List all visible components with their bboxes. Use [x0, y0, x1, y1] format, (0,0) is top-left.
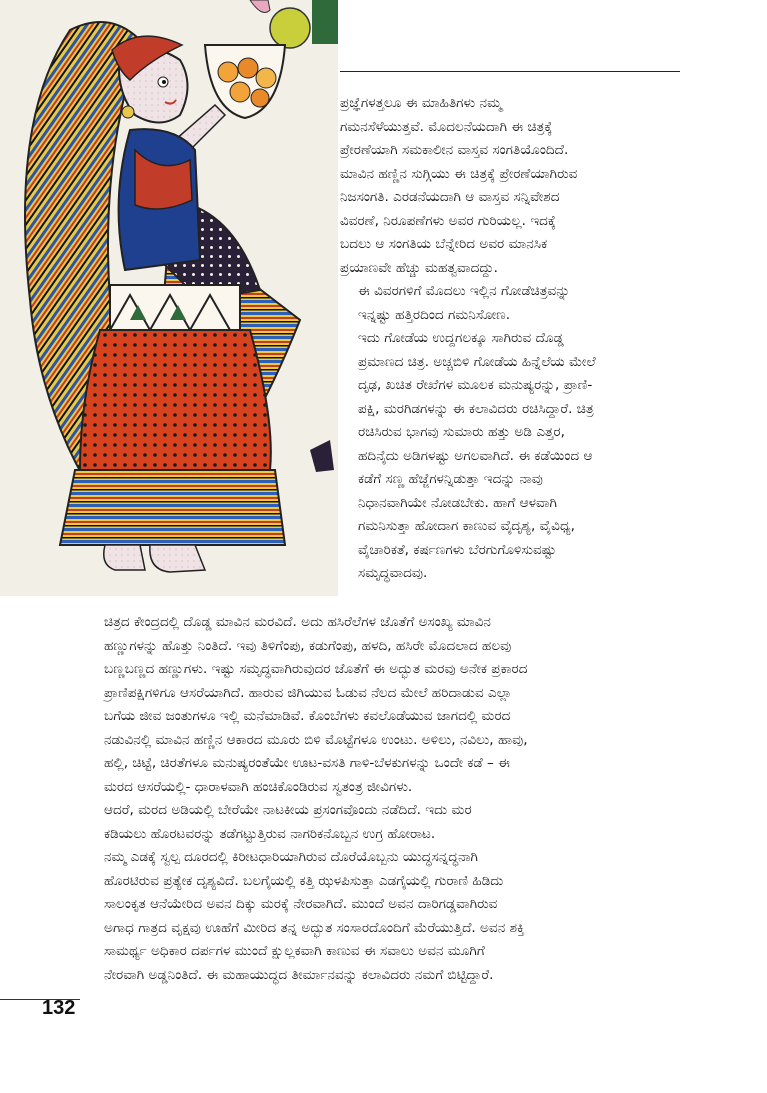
text-line: ಹೊರಟಿರುವ ಪ್ರತ್ಯೇಕ ದೃಶ್ಯವಿದೆ. ಬಲಗೈಯಲ್ಲಿ ಕತ್ತಿ ಝಳಪಿಸುತ್ತಾ ಎಡಗೈಯಲ್ಲಿ ಗುರಾಣಿ ಹಿಡಿದು: [104, 872, 504, 889]
text-line: ನಮ್ಮ ಎಡಕ್ಕೆ ಸ್ವಲ್ಪ ದೂರದಲ್ಲಿ ಕಿರೀಟಧಾರಿಯಾಗಿರುವ ದೊರೆಯೊಬ್ಬನು ಯುದ್ಧಸನ್ನದ್ಧನಾಗಿ: [104, 849, 478, 865]
paragraph: [86, 799, 686, 846]
text-line: ಸಾಲಂಕೃತ ಆನೆಯೇರಿದ ಅವನ ದಿಕ್ಕು ಮರಕ್ಕೆ ನೇರವಾಗಿದೆ. ಮುಂದೆ ಅವನ ದಾರಿಗಡ್ಡವಾಗಿರುವ: [104, 896, 498, 912]
text-line: ಗಮನಿಸುತ್ತಾ ಹೋದಾಗ ಕಾಣುವ ವೈದೃಶ್ಯ, ವೈವಿಧ್ಯ,: [358, 518, 575, 534]
text-line: ವಿವರಣೆ, ನಿರೂಪಣೆಗಳು ಅವರ ಗುರಿಯಲ್ಲ. ಇದಕ್ಕೆ: [340, 212, 556, 229]
text-line: ಇದು ಗೋಡೆಯ ಉದ್ದಗಲಕ್ಕೂ ಸಾಗಿರುವ ದೊಡ್ಡ: [358, 330, 564, 346]
text-line: ಹಣ್ಣುಗಳನ್ನು ಹೊತ್ತು ನಿಂತಿದೆ. ಇವು ತಿಳಿಗೆಂಪು, ಕಡುಗೆಂಪು, ಹಳದಿ, ಹಸಿರೇ ಮೊದಲಾದ ಹಲವು: [104, 637, 512, 654]
folk-painting-woman-with-bowl-icon: [0, 0, 338, 596]
text-line: ಹದಿನೈದು ಅಡಿಗಳಷ್ಟು ಅಗಲವಾಗಿದೆ. ಈ ಕಡೆಯಿಂದ ಆ: [358, 447, 593, 464]
text-line: ಗಮನಸೆಳೆಯುತ್ತವೆ. ಮೊದಲನೆಯದಾಗಿ ಈ ಚಿತ್ರಕ್ಕೆ: [340, 118, 553, 135]
text-line: ಬಗೆಯ ಜೀವ ಜಂತುಗಳೂ ಇಲ್ಲಿ ಮನೆಮಾಡಿವೆ. ಕೊಂಬೆಗಳು ಕವಲೊಡೆಯುವ ಜಾಗದಲ್ಲಿ ಮರದ: [104, 708, 511, 724]
text-line: ಪ್ರಾಣಿಪಕ್ಷಿಗಳಿಗೂ ಆಸರೆಯಾಗಿದೆ. ಹಾರುವ ಜಿಗಿಯುವ ಓಡುವ ನೆಲದ ಮೇಲೆ ಹರಿದಾಡುವ ಎಲ್ಲಾ: [104, 684, 512, 701]
paragraph: [86, 611, 686, 799]
text-line: ರಚಿಸಿರುವ ಭಾಗವು ಸುಮಾರು ಹತ್ತು ಅಡಿ ಎತ್ತರ,: [358, 424, 565, 440]
text-line: ಬಣ್ಣಬಣ್ಣದ ಹಣ್ಣುಗಳು. ಇಷ್ಟು ಸಮೃದ್ಧವಾಗಿರುವುದರ ಜೊತೆಗೆ ಈ ಅದ್ಭುತ ಮರವು ಅನೇಕ ಪ್ರಕಾರದ: [104, 661, 528, 677]
narrow-text-column: [340, 92, 685, 586]
folk-painting: [0, 0, 338, 596]
text-line: ಹಲ್ಲಿ, ಚಿಟ್ಟೆ, ಚಿರತೆಗಳೂ ಮನುಷ್ಯರಂತೆಯೇ ಊಟ-ವಸತಿ ಗಾಳಿ-ಬೆಳಕುಗಳನ್ನು ಒಂದೇ ಕಡೆ – ಈ: [104, 755, 510, 771]
paragraph: [86, 846, 686, 987]
text-line: ಪಕ್ಷಿ, ಮರಗಿಡಗಳನ್ನು ಈ ಕಲಾವಿದರು ರಚಿಸಿದ್ದಾರೆ. ಚಿತ್ರ: [358, 400, 594, 417]
text-line: ಕಡಿಯಲು ಹೊರಟವರನ್ನು ತಡೆಗಟ್ಟುತ್ತಿರುವ ನಾಗರಿಕನೊಬ್ಬನ ಉಗ್ರ ಹೋರಾಟ.: [104, 825, 436, 842]
text-line: ನಿಜಸಂಗತಿ. ಎರಡನೆಯದಾಗಿ ಆ ವಾಸ್ತವ ಸನ್ನಿವೇಶದ: [340, 189, 560, 205]
text-line: ನೇರವಾಗಿ ಅಡ್ಡನಿಂತಿದೆ. ಈ ಮಹಾಯುದ್ಧದ ತೀರ್ಮಾನವನ್ನು ಕಲಾವಿದರು ನಮಗೆ ಬಿಟ್ಟಿದ್ದಾರೆ.: [104, 966, 494, 983]
paragraph: [340, 280, 685, 327]
text-line: ಮಾವಿನ ಹಣ್ಣಿನ ಸುಗ್ಗಿಯು ಈ ಚಿತ್ರಕ್ಕೆ ಪ್ರೇರಣೆಯಾಗಿರುವ: [340, 165, 578, 182]
paragraph: [340, 92, 685, 280]
text-line: ಆದರೆ, ಮರದ ಅಡಿಯಲ್ಲಿ ಬೇರೆಯೇ ನಾಟಕೀಯ ಪ್ರಸಂಗವೊಂದು ನಡೆದಿದೆ. ಇದು ಮರ: [104, 802, 472, 818]
paragraph: [340, 327, 685, 586]
text-line: ಪ್ರಮಾಣದ ಚಿತ್ರ. ಅಚ್ಚಬಿಳಿ ಗೋಡೆಯ ಹಿನ್ನೆಲೆಯ ಮೇಲೆ: [358, 353, 596, 370]
wide-text-column: [86, 611, 686, 987]
text-line: ಇನ್ನಷ್ಟು ಹತ್ತಿರದಿಂದ ಗಮನಿಸೋಣ.: [358, 306, 511, 323]
text-line: ನಡುವಿನಲ್ಲಿ ಮಾವಿನ ಹಣ್ಣಿನ ಆಕಾರದ ಮೂರು ಬಿಳಿ ಮೊಟ್ಟೆಗಳೂ ಉಂಟು. ಅಳಿಲು, ನವಿಲು, ಹಾವು,: [104, 731, 528, 748]
text-line: ಅಗಾಧ ಗಾತ್ರದ ವೃಕ್ಷವು ಊಹೆಗೆ ಮೀರಿದ ತನ್ನ ಅದ್ಭುತ ಸಂಸಾರದೊಂದಿಗೆ ಮೆರೆಯುತ್ತಿದೆ. ಅವನ ಶಕ್ತಿ: [104, 919, 525, 936]
text-line: ಸಮೃದ್ಧವಾದವು.: [358, 565, 428, 581]
header-rule: [340, 71, 680, 72]
text-line: ದೃಢ, ಖಚಿತ ರೇಖೆಗಳ ಮೂಲಕ ಮನುಷ್ಯರನ್ನು, ಪ್ರಾಣಿ-: [358, 377, 593, 393]
text-line: ಕಡೆಗೆ ಸಣ್ಣ ಹೆಜ್ಜೆಗಳನ್ನಿಡುತ್ತಾ ಇದನ್ನು ನಾವು: [358, 471, 543, 487]
text-line: ಚಿತ್ರದ ಕೇಂದ್ರದಲ್ಲಿ ದೊಡ್ಡ ಮಾವಿನ ಮರವಿದೆ. ಅದು ಹಸಿರೆಲೆಗಳ ಜೊತೆಗೆ ಅಸಂಖ್ಯ ಮಾವಿನ: [104, 614, 491, 630]
text-line: ಬದಲು ಆ ಸಂಗತಿಯ ಬೆನ್ನೇರಿದ ಅವರ ಮಾನಸಿಕ: [340, 236, 548, 252]
text-line: ಪ್ರಜ್ಞೆಗಳತ್ತಲೂ ಈ ಮಾಹಿತಿಗಳು ನಮ್ಮ: [340, 95, 502, 111]
text-line: ಮರದ ಆಸರೆಯಲ್ಲಿ- ಧಾರಾಳವಾಗಿ ಹಂಚಿಕೊಂಡಿರುವ ಸ್ವತಂತ್ರ ಜೀವಿಗಳು.: [104, 778, 413, 795]
page-number: 132: [42, 997, 76, 1019]
text-line: ವೈಚಾರಿಕತೆ, ಕರ್ಷಣಗಳು ಬೆರಗುಗೊಳಿಸುವಷ್ಟು: [358, 541, 557, 558]
text-line: ಪ್ರಯಾಣವೇ ಹೆಚ್ಚು ಮಹತ್ವವಾದದ್ದು.: [340, 259, 499, 276]
text-line: ನಿಧಾನವಾಗಿಯೇ ನೋಡಬೇಕು. ಹಾಗೆ ಆಳವಾಗಿ: [358, 494, 557, 511]
text-line: ಪ್ರೇರಣೆಯಾಗಿ ಸಮಕಾಲೀನ ವಾಸ್ತವ ಸಂಗತಿಯೊಂದಿದೆ.: [340, 142, 569, 158]
text-line: ಈ ವಿವರಗಳಿಗೆ ಮೊದಲು ಇಲ್ಲಿನ ಗೋಡೆಚಿತ್ರವನ್ನು: [358, 283, 571, 299]
text-line: ಸಾಮರ್ಥ್ಯ ಅಧಿಕಾರ ದರ್ಪಗಳ ಮುಂದೆ ಕ್ಷುಲ್ಲಕವಾಗಿ ಕಾಣುವ ಈ ಸವಾಲು ಅವನ ಮೂಗಿಗೆ: [104, 943, 485, 959]
